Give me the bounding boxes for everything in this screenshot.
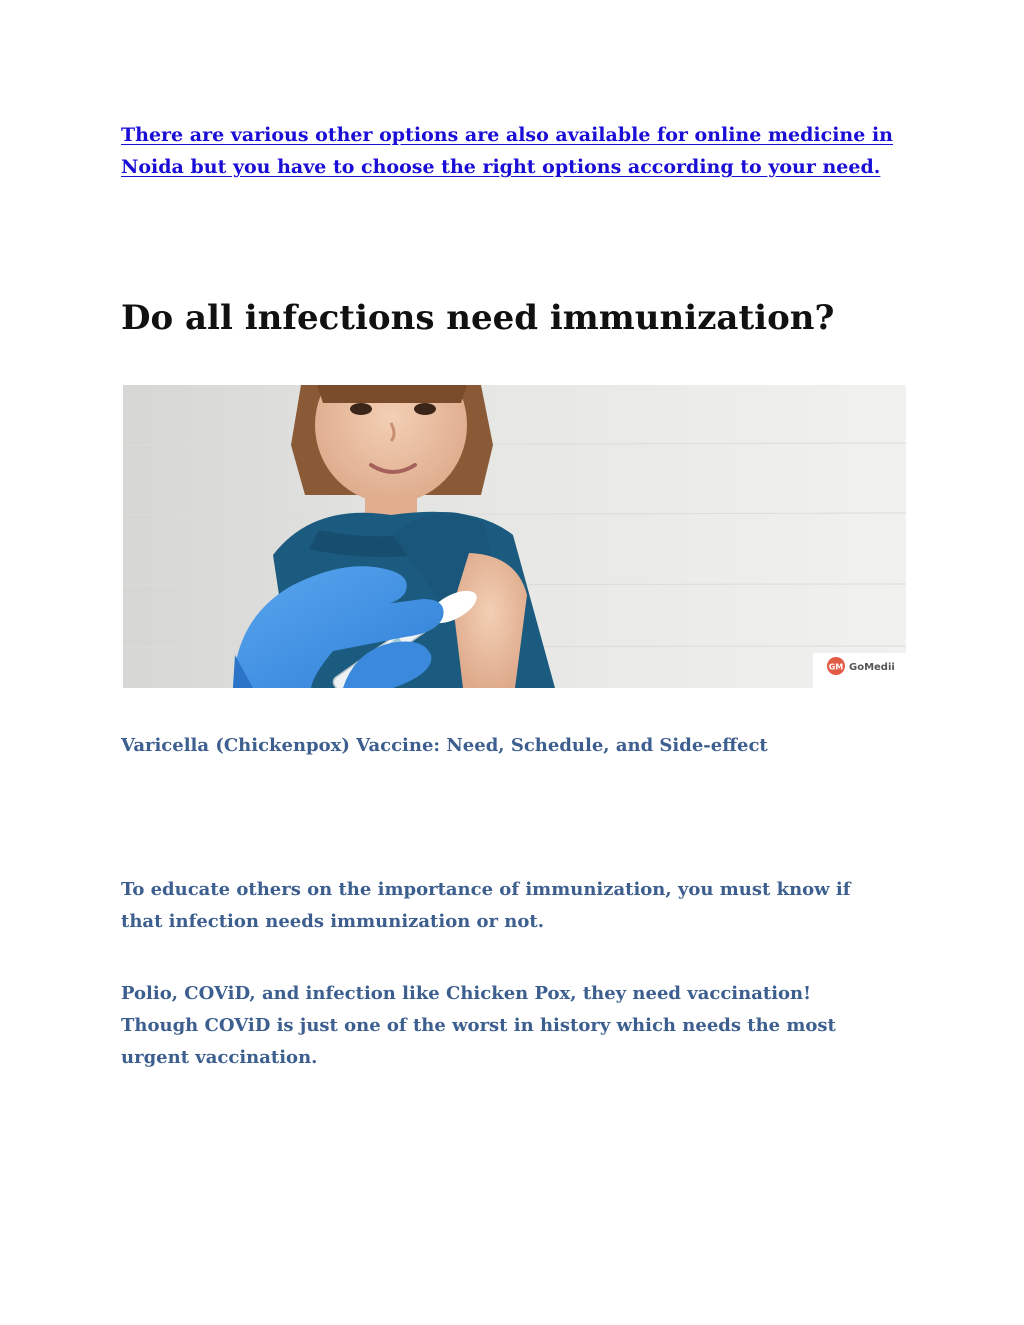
svg-text:GoMedii: GoMedii [849,662,895,673]
paragraph-vaccination-line-3: urgent vaccination. [121,1047,318,1068]
vaccination-photo [123,385,906,688]
paragraph-vaccination [121,978,836,1074]
paragraph-education [121,874,851,938]
online-medicine-link[interactable] [121,119,911,183]
svg-text:GM: GM [828,662,844,672]
gomedii-logo [813,653,906,688]
paragraph-education-line-1: To educate others on the importance of immunization, you must know if [121,879,851,900]
paragraph-education-line-2: that infection needs immunization or not. [121,911,544,932]
vaccine-caption: Varicella (Chickenpox) Vaccine: Need, Schedule, and Side-effect [121,735,768,756]
paragraph-vaccination-line-2: Though COViD is just one of the worst in history which needs the most [121,1015,836,1036]
online-medicine-link-line-1[interactable]: There are various other options are also available for online medicine in [121,124,893,146]
paragraph-vaccination-line-1: Polio, COViD, and infection like Chicken Pox, they need vaccination! [121,983,812,1004]
section-heading: Do all infections need immunization? [121,298,835,338]
online-medicine-link-line-2[interactable]: Noida but you have to choose the right options according to your need. [121,156,881,178]
